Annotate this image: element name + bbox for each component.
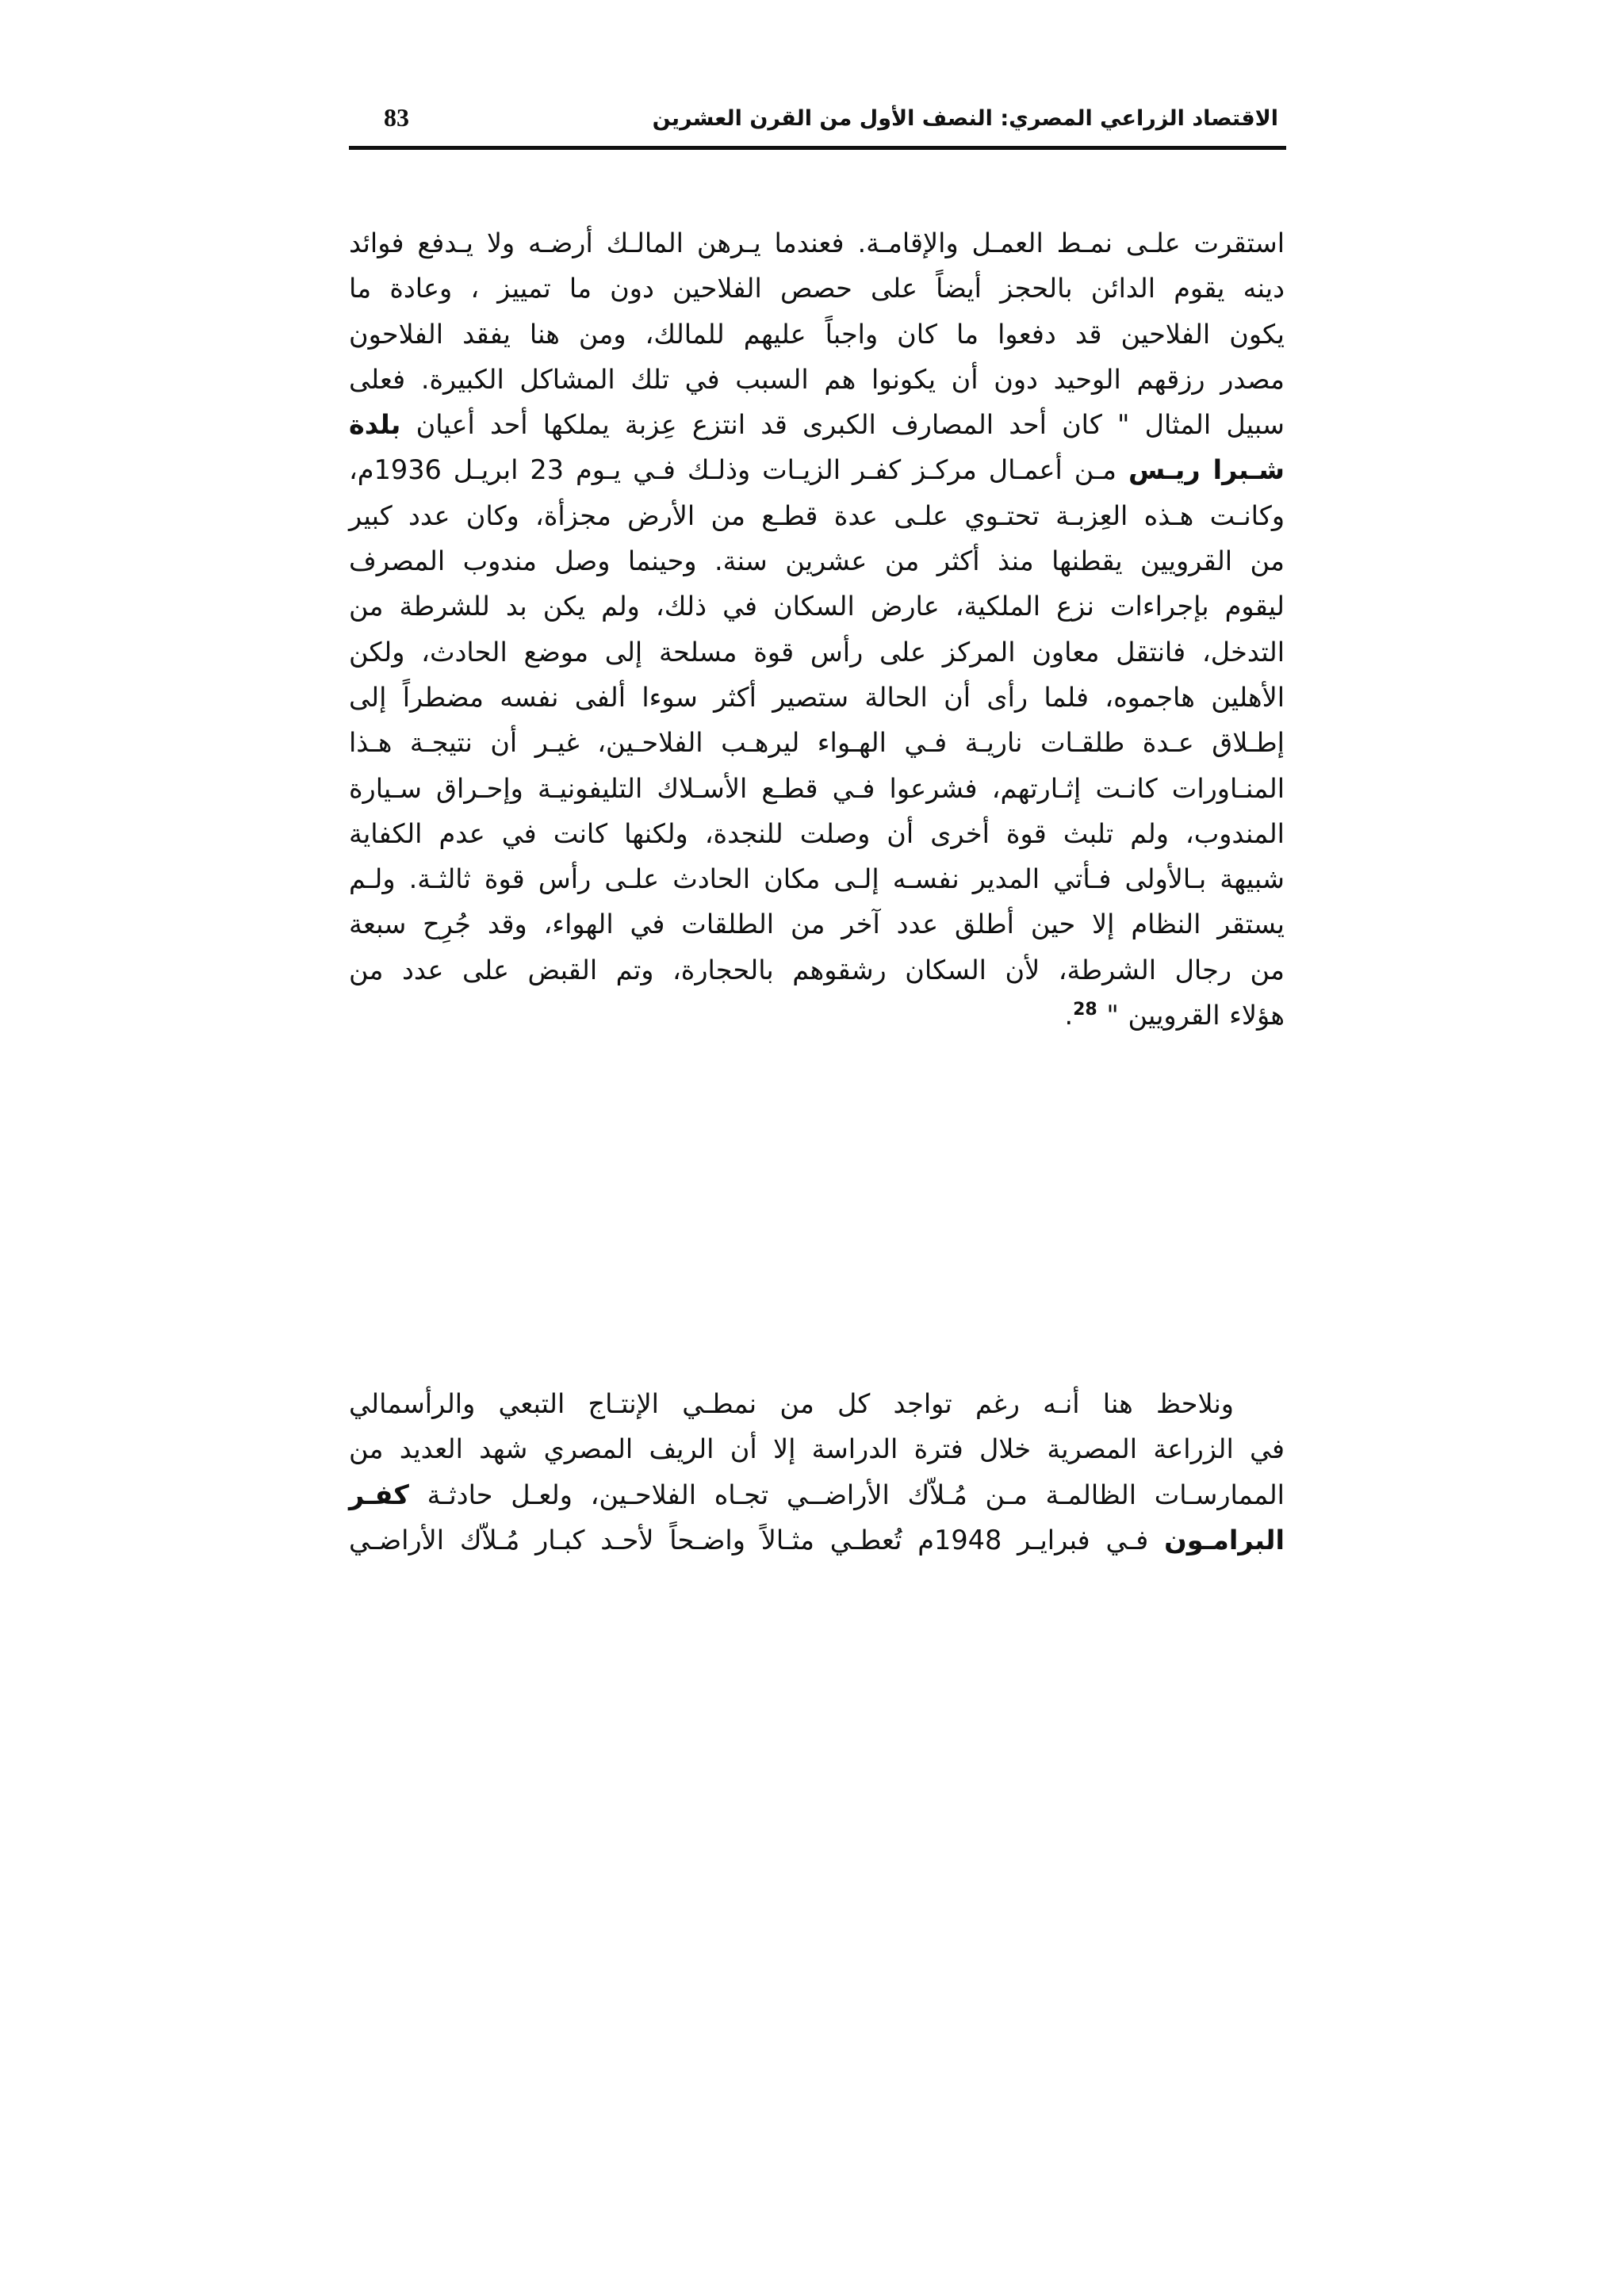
text-line: دينه يقوم الدائن بالحجز أيضاً على حصص الفلاحين دون ما تمييز ، وعادة ما <box>349 273 1285 304</box>
text-line: المندوب، ولم تلبث قوة أخرى أن وصلت للنجدة، ولكنها كانت في عدم الكفاية <box>349 817 1285 849</box>
text-line: مصدر رزقهم الوحيد دون أن يكونوا هم السبب في تلك المشاكل الكبيرة. فعلى <box>349 363 1285 395</box>
text-line: المنـاورات كانـت إثـارتهم، فشرعوا فـي قطـع الأسـلاك التليفونيـة وإحـراق سـيارة <box>349 772 1285 804</box>
running-title: الاقتصاد الزراعي المصري: النصف الأول من القرن العشرين <box>652 106 1278 131</box>
header-rule <box>349 146 1286 150</box>
page-number: 83 <box>384 103 409 132</box>
text-line: وكانـت هـذه العِزبـة تحتـوي علـى عدة قطـع من الأرض مجزأة، وكان عدد كبير <box>349 499 1285 531</box>
text-run: هؤلاء القرويين " <box>1097 1000 1285 1031</box>
text-line: يكون الفلاحين قد دفعوا ما كان واجباً عليهم للمالك، ومن هنا يفقد الفلاحون <box>349 318 1285 350</box>
page-header <box>349 101 1285 146</box>
bold-place-name: كفـر <box>349 1479 409 1510</box>
text-run: . <box>1064 1000 1074 1031</box>
text-run: ونلاحظ هنا أنـه رغم تواجد كل من نمطـي الإنتـاج التبعي والرأسمالي <box>349 1388 1234 1419</box>
text-run: مـن أعمـال مركـز كفـر الزيـات وذلـك فـي يـوم 23 ابريـل 1936م، <box>349 454 1128 486</box>
text-line: استقرت علـى نمـط العمـل والإقامـة. فعندما يـرهن المالـك أرضـه ولا يـدفع فوائد <box>349 228 1285 258</box>
paragraph-2 <box>349 1381 1285 1563</box>
text-run: فـي فبرايـر 1948م تُعطـي مثـالاً واضـحاً لأحـد كبـار مُـلاّك الأراضـي <box>349 1524 1165 1556</box>
text-run: الممارسـات الظالمـة مـن مُـلاّك الأراضــي تجـاه الفلاحـين، ولعـل حادثـة <box>408 1479 1285 1510</box>
footnote-reference[interactable]: 28 <box>1073 999 1097 1020</box>
text-line: التدخل، فانتقل معاون المركز على رأس قوة مسلحة إلى موضع الحادث، ولكن <box>349 636 1285 668</box>
text-line: إطـلاق عـدة طلقـات ناريـة فـي الهـواء ليرهـب الفلاحـين، غيـر أن نتيجـة هـذا <box>349 727 1285 759</box>
text-line-with-bold <box>349 447 1285 492</box>
text-line: شبيهة بـالأولى فـأتي المدير نفسـه إلـى مكان الحادث علـى رأس قوة ثالثـة. ولـم <box>349 863 1285 895</box>
text-line-with-bold <box>349 1517 1285 1563</box>
bold-place-name: بلدة <box>349 409 401 441</box>
text-run: سبيل المثال " كان أحد المصارف الكبرى قد انتزع عِزبة يملكها أحد أعيان <box>416 409 1285 441</box>
text-line: الأهلين هاجموه، فلما رأى أن الحالة ستصير أكثر سوءا ألفى نفسه مضطراً إلى <box>349 681 1285 713</box>
text-line-with-bold <box>349 1472 1285 1517</box>
paragraph-1 <box>349 220 1285 1038</box>
text-line: ليقوم بإجراءات نزع الملكية، عارض السكان في ذلك، ولم يكن بد للشرطة من <box>349 591 1285 622</box>
text-line: في الزراعة المصرية خلال فترة الدراسة إلا أن الريف المصري شهد العديد من <box>349 1433 1285 1465</box>
text-line-indented <box>349 1381 1285 1426</box>
bold-place-name: البرامـون <box>1164 1524 1285 1556</box>
bold-place-name: شـبرا ريـس <box>1128 454 1285 486</box>
text-line: من رجال الشرطة، لأن السكان رشقوهم بالحجارة، وتم القبض على عدد من <box>349 954 1285 985</box>
text-line-last <box>349 993 1285 1038</box>
text-line: من القرويين يقطنها منذ أكثر من عشرين سنة. وحينما وصل مندوب المصرف <box>349 545 1285 577</box>
text-line: يستقر النظام إلا حين أطلق عدد آخر من الطلقات في الهواء، وقد جُرِح سبعة <box>349 909 1285 940</box>
text-line-with-bold <box>349 402 1285 447</box>
